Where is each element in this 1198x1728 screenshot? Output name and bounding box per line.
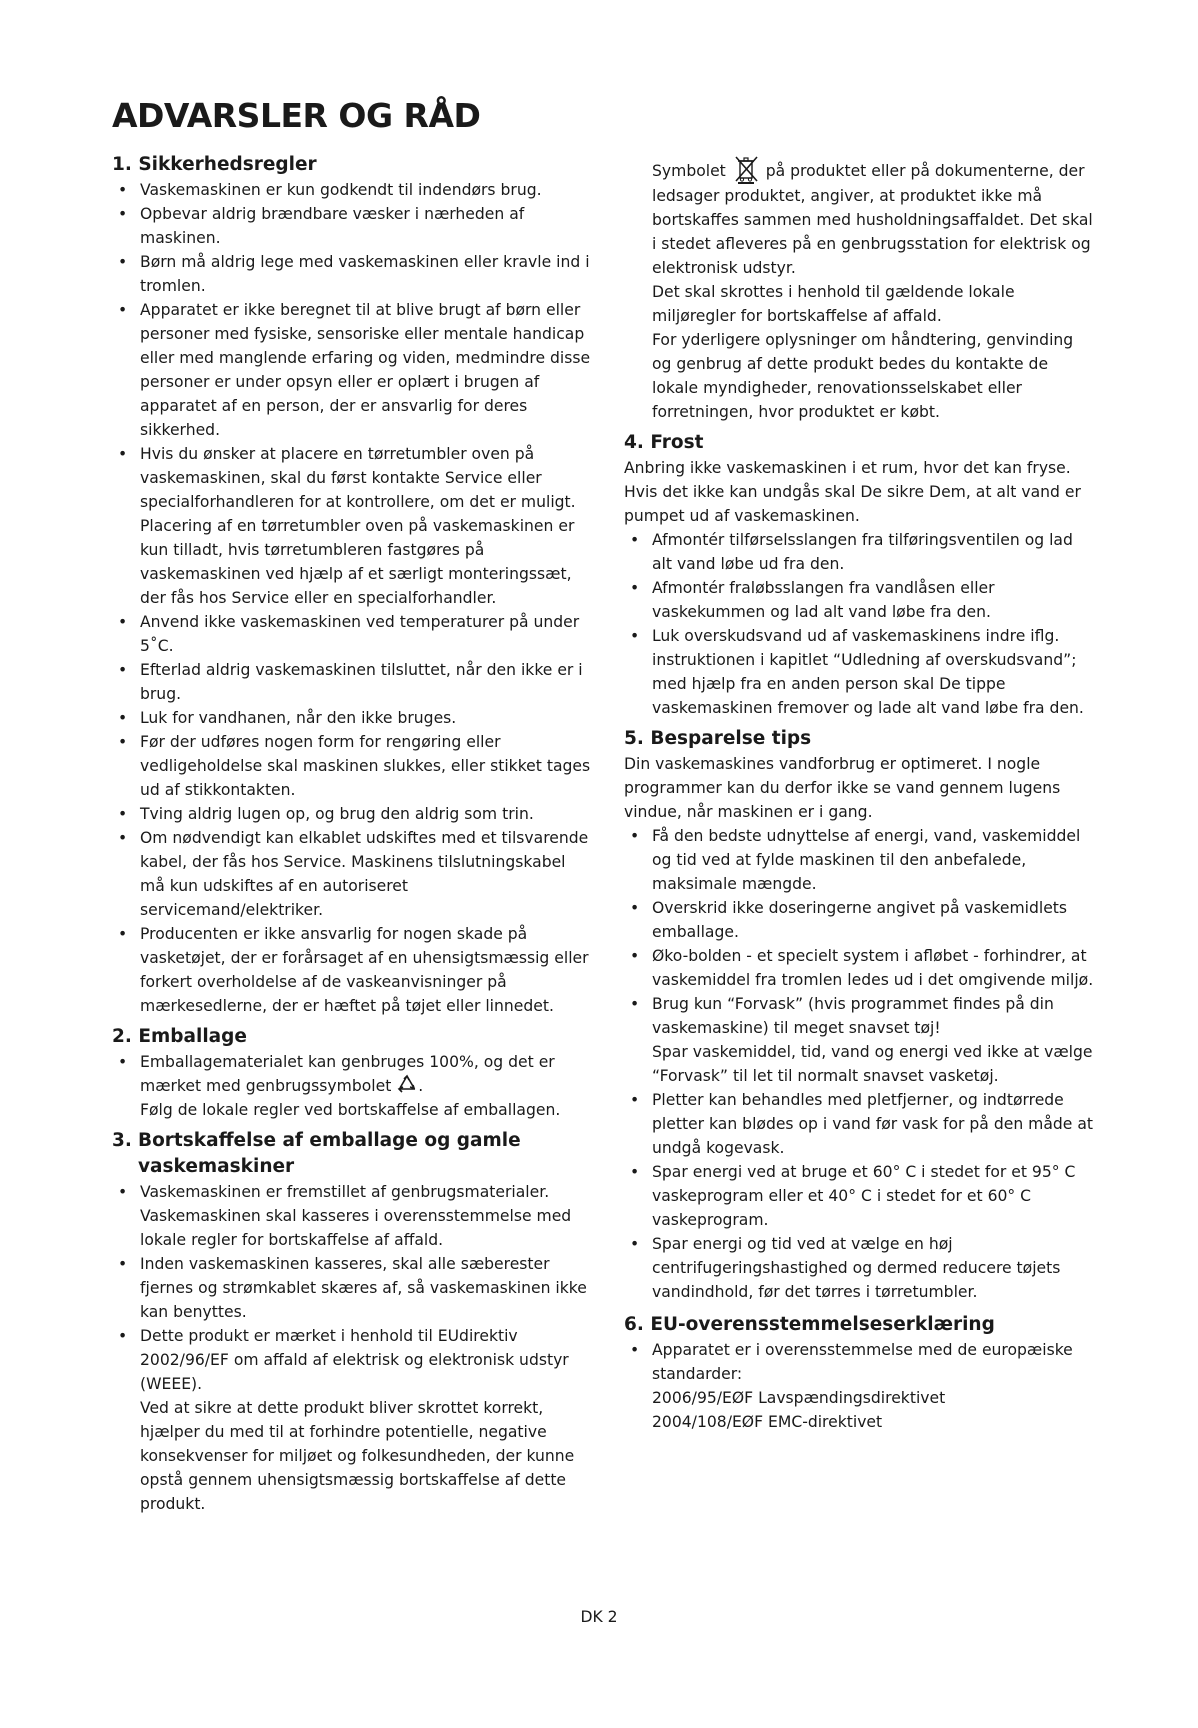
recycle-icon: [396, 1074, 418, 1094]
packaging-text-b: Følg de lokale regler ved bortskaffelse af emballagen.: [140, 1101, 561, 1119]
weee-text-start: Symbolet: [652, 162, 726, 180]
section-heading: 2. Emballage: [112, 1026, 247, 1047]
list-item: • Få den bedste udnyttelse af energi, vand, vaskemiddel og tid ved at fylde maskinen til den anbefalede, maksimale mængde.: [624, 824, 1094, 896]
list-item: • Dette produkt er mærket i henhold til EUdirektiv 2002/96/EF om affald af elektrisk og elektronisk udstyr (WEEE).: [112, 1324, 592, 1396]
weee-text-end: på produktet eller på dokumenterne, der ledsager produktet, angiver, at produktet ikke må bortskaffes sammen med husholdningsaffaldet. Det skal i stedet afleveres på en genbrugsstation for elektrisk og elektronisk udstyr.: [652, 162, 1093, 277]
section-heading-text: Bortskaffelse af emballage og gamle vaskemaskiner: [138, 1130, 521, 1177]
section-heading: 1. Sikkerhedsregler: [112, 154, 317, 175]
list-item: • Apparatet er ikke beregnet til at blive brugt af børn eller personer med fysiske, sensoriske eller mentale handicap eller med manglende erfaring og viden, medmindre disse personer er under opsyn eller er oplært i brugen af apparatet af en person, der er ansvarlig for deres sikkerhed.: [112, 298, 592, 442]
section-heading: 4. Frost: [624, 432, 704, 453]
section-safety: [112, 152, 592, 1018]
list-item: • Vaskemaskinen er fremstillet af genbrugsmaterialer. Vaskemaskinen skal kasseres i overensstemmelse med lokale regler for bortskaffelse af affald.: [112, 1180, 592, 1252]
paragraph: Din vaskemaskines vandforbrug er optimeret. I nogle programmer kan du derfor ikke se vand gennem lugens vindue, når maskinen er i gang.: [624, 755, 1061, 821]
list-item: [112, 1050, 592, 1122]
list-item: • Hvis du ønsker at placere en tørretumbler oven på vaskemaskinen, skal du først kontakte Service eller specialforhandleren for at kontrollere, om det er muligt. Placering af en tørretumbler oven på vaskemaskinen er kun tilladt, hvis tørretumbleren fastgøres på vaskemaskinen ved hjælp af et særligt monteringssæt, der fås hos Service eller en specialforhandler.: [112, 442, 592, 610]
list-item: • Opbevar aldrig brændbare væsker i nærheden af maskinen.: [112, 202, 592, 250]
page-title: ADVARSLER OG RÅD: [112, 96, 481, 135]
list-item: • Øko-bolden - et specielt system i afløbet - forhindrer, at vaskemiddel fra tromlen ledes ud i det omgivende miljø.: [624, 944, 1094, 992]
list-item: • Pletter kan behandles med pletfjerner, og indtørrede pletter kan blødes op i vand før vask for på den måde at undgå kogevask.: [624, 1088, 1094, 1160]
section-packaging: [112, 1024, 592, 1122]
section-eu-declaration: [624, 1312, 1094, 1434]
frost-list: [624, 528, 1094, 720]
packaging-text: Emballagematerialet kan genbruges 100%, og det er mærket med genbrugssymbolet: [140, 1053, 555, 1095]
section-disposal: [112, 1128, 592, 1516]
list-item: • Luk overskudsvand ud af vaskemaskinens indre iflg. instruktionen i kapitlet “Udledning af overskudsvand”; med hjælp fra en anden person skal De tippe vaskemaskinen fremover og lade alt vand løbe fra den.: [624, 624, 1094, 720]
list-item: • Anvend ikke vaskemaskinen ved temperaturer på under 5˚C.: [112, 610, 592, 658]
directive-line: 2004/108/EØF EMC-direktivet: [652, 1413, 883, 1431]
list-item: • Afmontér fraløbsslangen fra vandlåsen eller vaskekummen og lad alt vand løbe fra den.: [624, 576, 1094, 624]
crossed-bin-icon: [731, 154, 761, 184]
list-item: • Spar energi ved at bruge et 60° C i stedet for et 95° C vaskeprogram eller et 40° C i stedet for et 60° C vaskeprogram.: [624, 1160, 1094, 1232]
list-item: • Tving aldrig lugen op, og brug den aldrig som trin.: [112, 802, 592, 826]
page-number: DK 2: [580, 1608, 618, 1626]
list-item: • Overskrid ikke doseringerne angivet på vaskemidlets emballage.: [624, 896, 1094, 944]
section-heading: 6. EU-overensstemmelseserklæring: [624, 1314, 995, 1335]
paragraph: Det skal skrottes i henhold til gældende lokale miljøregler for bortskaffelse af affald.: [652, 283, 1015, 325]
paragraph: For yderligere oplysninger om håndtering, genvinding og genbrug af dette produkt bedes du kontakte de lokale myndigheder, renovationsselskabet eller forretningen, hvor produktet er købt.: [652, 331, 1074, 421]
list-item: • Producenten er ikke ansvarlig for nogen skade på vasketøjet, der er forårsaget af en uhensigtsmæssig eller forkert overholdelse af de vaskeanvisninger på mærkesedlerne, der er hæftet på tøjet eller linnedet.: [112, 922, 592, 1018]
paragraph: [624, 154, 1094, 280]
list-item: • Spar energi og tid ved at vælge en høj centrifugeringshastighed og dermed reducere tøjets vandindhold, før det tørres i tørretumbler.: [624, 1232, 1094, 1304]
list-item: • Inden vaskemaskinen kasseres, skal alle sæberester fjernes og strømkablet skæres af, så vaskemaskinen ikke kan benyttes.: [112, 1252, 592, 1324]
list-item: • Om nødvendigt kan elkablet udskiftes med et tilsvarende kabel, der fås hos Service. Maskinens tilslutningskabel må kun udskiftes af en autoriseret servicemand/elektriker.: [112, 826, 592, 922]
list-item: • Før der udføres nogen form for rengøring eller vedligeholdelse skal maskinen slukkes, eller stikket tages ud af stikkontakten.: [112, 730, 592, 802]
list-item: • Vaskemaskinen er kun godkendt til indendørs brug.: [112, 178, 592, 202]
left-column: [112, 152, 592, 1516]
list-item: • Luk for vandhanen, når den ikke bruges.: [112, 706, 592, 730]
disposal-list: [112, 1180, 592, 1396]
tips-list-2: [624, 1088, 1094, 1304]
section-saving-tips: [624, 726, 1094, 1304]
packaging-list: [112, 1050, 592, 1122]
safety-list: [112, 178, 592, 1018]
list-item: • Efterlad aldrig vaskemaskinen tilsluttet, når den ikke er i brug.: [112, 658, 592, 706]
list-item: • Afmontér tilførselsslangen fra tilføringsventilen og lad alt vand løbe ud fra den.: [624, 528, 1094, 576]
packaging-text-end: .: [418, 1077, 424, 1095]
section-heading: [112, 1128, 592, 1180]
section-weee: [624, 154, 1094, 424]
paragraph: Anbring ikke vaskemaskinen i et rum, hvor det kan fryse. Hvis det ikke kan undgås skal De sikre Dem, at alt vand er pumpet ud af vaskemaskinen.: [624, 459, 1081, 525]
tips-list: [624, 824, 1094, 1040]
list-item: • Brug kun “Forvask” (hvis programmet findes på din vaskemaskine) til meget snavset tøj!: [624, 992, 1094, 1040]
right-column: [624, 154, 1094, 1434]
list-item: • Apparatet er i overensstemmelse med de europæiske standarder:: [624, 1338, 1094, 1386]
list-item: • Børn må aldrig lege med vaskemaskinen eller kravle ind i tromlen.: [112, 250, 592, 298]
section-heading: 5. Besparelse tips: [624, 728, 812, 749]
section-number: 3.: [112, 1130, 132, 1151]
section-frost: [624, 430, 1094, 720]
directive-line: 2006/95/EØF Lavspændingsdirektivet: [652, 1389, 946, 1407]
eu-list: [624, 1338, 1094, 1386]
paragraph: Ved at sikre at dette produkt bliver skrottet korrekt, hjælper du med til at forhindre potentielle, negative konsekvenser for miljøet og folkesundheden, der kunne opstå gennem uhensigtsmæssig bortskaffelse af dette produkt.: [140, 1399, 575, 1513]
paragraph: Spar vaskemiddel, tid, vand og energi ved ikke at vælge “Forvask” til let til normalt snavset vasketøj.: [652, 1043, 1093, 1085]
